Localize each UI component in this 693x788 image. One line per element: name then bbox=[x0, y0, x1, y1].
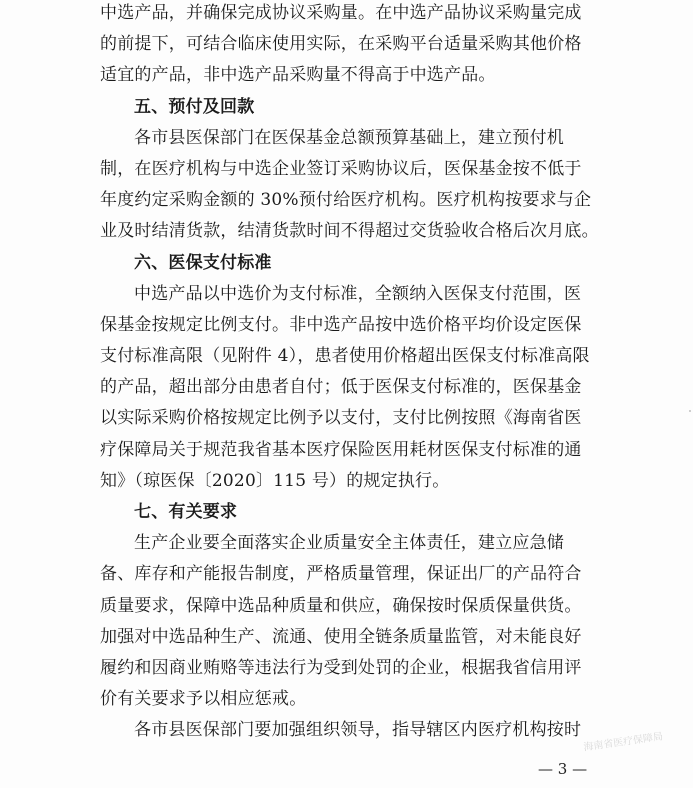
paragraph-line: 知》（琼医保〔2020〕115 号）的规定执行。 bbox=[100, 470, 450, 491]
paragraph-line: 各市县医保部门要加强组织领导，指导辖区内医疗机构按时 bbox=[134, 720, 582, 741]
paragraph-line: 质量要求，保障中选品种质量和供应，确保按时保质保量供货。 bbox=[100, 595, 582, 616]
paragraph-line: 保基金按规定比例支付。非中选产品按中选价格平均价设定医保 bbox=[100, 314, 582, 335]
paragraph-line: 的产品，超出部分由患者自付；低于医保支付标准的，医保基金 bbox=[100, 377, 582, 398]
paragraph-line: 中选产品以中选价为支付标准，全额纳入医保支付范围，医 bbox=[134, 283, 582, 304]
scan-speck bbox=[689, 410, 691, 412]
paragraph-line: 业及时结清货款，结清货款时间不得超过交货验收合格后次月底。 bbox=[100, 221, 599, 242]
document-body bbox=[100, 0, 600, 747]
paragraph-line: 履约和因商业贿赂等违法行为受到处罚的企业，根据我省信用评 bbox=[100, 657, 582, 678]
paragraph-line: 支付标准高限（见附件 4），患者使用价格超出医保支付标准高限 bbox=[100, 346, 590, 367]
paragraph-line: 备、库存和产能报告制度，严格质量管理，保证出厂的产品符合 bbox=[100, 564, 582, 585]
page-number: — 3 — bbox=[538, 760, 588, 778]
paragraph-line: 以实际采购价格按规定比例予以支付，支付比例按照《海南省医 bbox=[100, 408, 582, 429]
paragraph-line: 中选产品，并确保完成协议采购量。在中选产品协议采购量完成 bbox=[100, 3, 582, 23]
paragraph-line: 各市县医保部门在医保基金总额预算基础上，建立预付机 bbox=[134, 127, 564, 148]
paragraph-line: 疗保障局关于规范我省基本医疗保险医用耗材医保支付标准的通 bbox=[100, 439, 582, 460]
paragraph-line: 生产企业要全面落实企业质量安全主体责任，建立应急储 bbox=[134, 533, 564, 554]
section-heading: 六、医保支付标准 bbox=[134, 252, 272, 273]
paragraph-line: 价有关要求予以相应惩戒。 bbox=[100, 689, 307, 710]
paragraph-line: 加强对中选品种生产、流通、使用全链条质量监管，对未能良好 bbox=[100, 626, 582, 647]
section-heading: 七、有关要求 bbox=[134, 502, 238, 522]
paragraph-line: 年度约定采购金额的 30%预付给医疗机构。医疗机构按要求与企 bbox=[100, 190, 592, 211]
paragraph-line: 制，在医疗机构与中选企业签订采购协议后，医保基金按不低于 bbox=[100, 158, 582, 179]
watermark-text: 海南省医疗保障局 bbox=[582, 731, 664, 754]
paragraph-line: 的前提下，可结合临床使用实际，在采购平台适量采购其他价格 bbox=[100, 34, 582, 55]
section-heading: 五、预付及回款 bbox=[134, 96, 255, 117]
paragraph-line: 适宜的产品，非中选产品采购量不得高于中选产品。 bbox=[100, 65, 496, 86]
